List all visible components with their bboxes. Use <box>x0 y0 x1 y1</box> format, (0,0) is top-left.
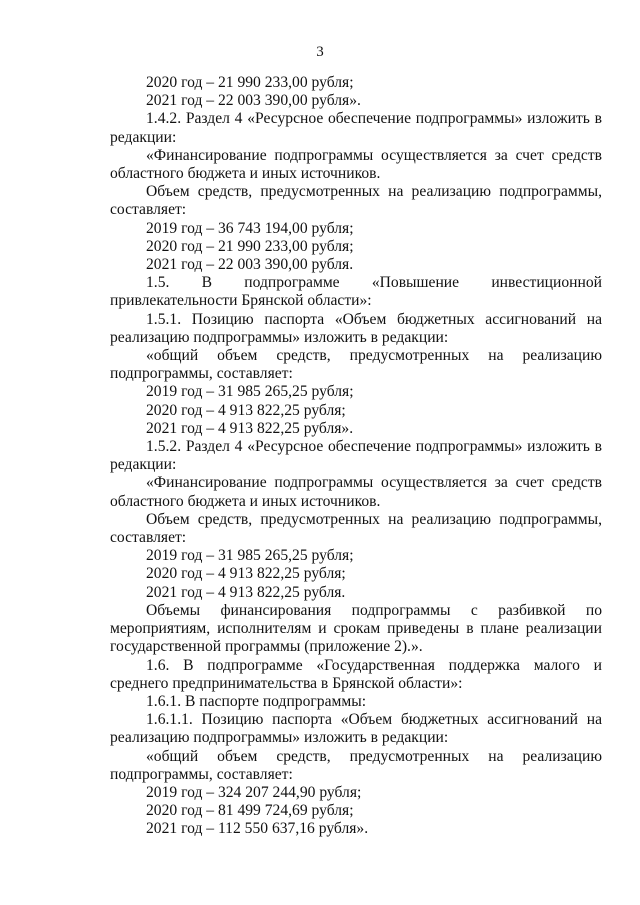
text-line: 2020 год – 21 990 233,00 рубля; <box>146 74 354 91</box>
text-line: 2021 год – 22 003 390,00 рубля. <box>146 256 354 274</box>
text-line: 2020 год – 4 913 822,25 рубля; <box>146 401 346 419</box>
document-body <box>110 74 602 839</box>
text-line: 2020 год – 4 913 822,25 рубля; <box>146 565 346 583</box>
paragraph: 1.5.1. Позицию паспорта «Объем бюджетных ассигнований на реализацию подпрограммы» изложить в редакции: <box>110 310 602 346</box>
paragraph: «общий объем средств, предусмотренных на реализацию подпрограммы, составляет: <box>110 747 602 783</box>
paragraph: Объем средств, предусмотренных на реализацию подпрограммы, составляет: <box>110 510 602 547</box>
text-line: 2019 год – 36 743 194,00 рубля; <box>146 219 354 237</box>
text-line: 2021 год – 4 913 822,25 рубля. <box>146 583 346 601</box>
paragraph: «Финансирование подпрограммы осуществляется за счет средств областного бюджета и иных источников. <box>110 146 602 183</box>
paragraph: 1.5. В подпрограмме «Повышение инвестиционной привлекательности Брянской области»: <box>110 274 602 310</box>
text-line: 2019 год – 31 985 265,25 рубля; <box>146 383 354 401</box>
text-line: 2021 год – 22 003 390,00 рубля». <box>146 92 361 110</box>
text-line: 2021 год – 112 550 637,16 рубля». <box>146 820 369 838</box>
text-line: 2021 год – 4 913 822,25 рубля». <box>146 419 354 437</box>
paragraph: 1.6.1.1. Позицию паспорта «Объем бюджетных ассигнований на реализацию подпрограммы» изложить в редакции: <box>110 711 602 747</box>
paragraph: «общий объем средств, предусмотренных на реализацию подпрограммы, составляет: <box>110 347 602 383</box>
text-line: 1.6.1. В паспорте подпрограммы: <box>146 692 367 710</box>
paragraph: Объемы финансирования подпрограммы с разбивкой по мероприятиям, исполнителям и срокам приведены в плане реализации государственной программы (приложение 2).». <box>110 601 602 656</box>
paragraph: 1.4.2. Раздел 4 «Ресурсное обеспечение подпрограммы» изложить в редакции: <box>110 110 602 146</box>
paragraph: 1.6. В подпрограмме «Государственная поддержка малого и среднего предпринимательства в Брянской области»: <box>110 656 602 692</box>
text-line: 2020 год – 81 499 724,69 рубля; <box>146 802 354 820</box>
paragraph: Объем средств, предусмотренных на реализацию подпрограммы, составляет: <box>110 183 602 219</box>
page-number: 3 <box>316 44 324 60</box>
text-line: 2019 год – 324 207 244,90 рубля; <box>146 783 362 801</box>
text-line: 2020 год – 21 990 233,00 рубля; <box>146 237 354 255</box>
paragraph: 1.5.2. Раздел 4 «Ресурсное обеспечение подпрограммы» изложить в редакции: <box>110 438 602 474</box>
text-line: 2019 год – 31 985 265,25 рубля; <box>146 547 354 565</box>
paragraph: «Финансирование подпрограммы осуществляется за счет средств областного бюджета и иных источников. <box>110 474 602 510</box>
